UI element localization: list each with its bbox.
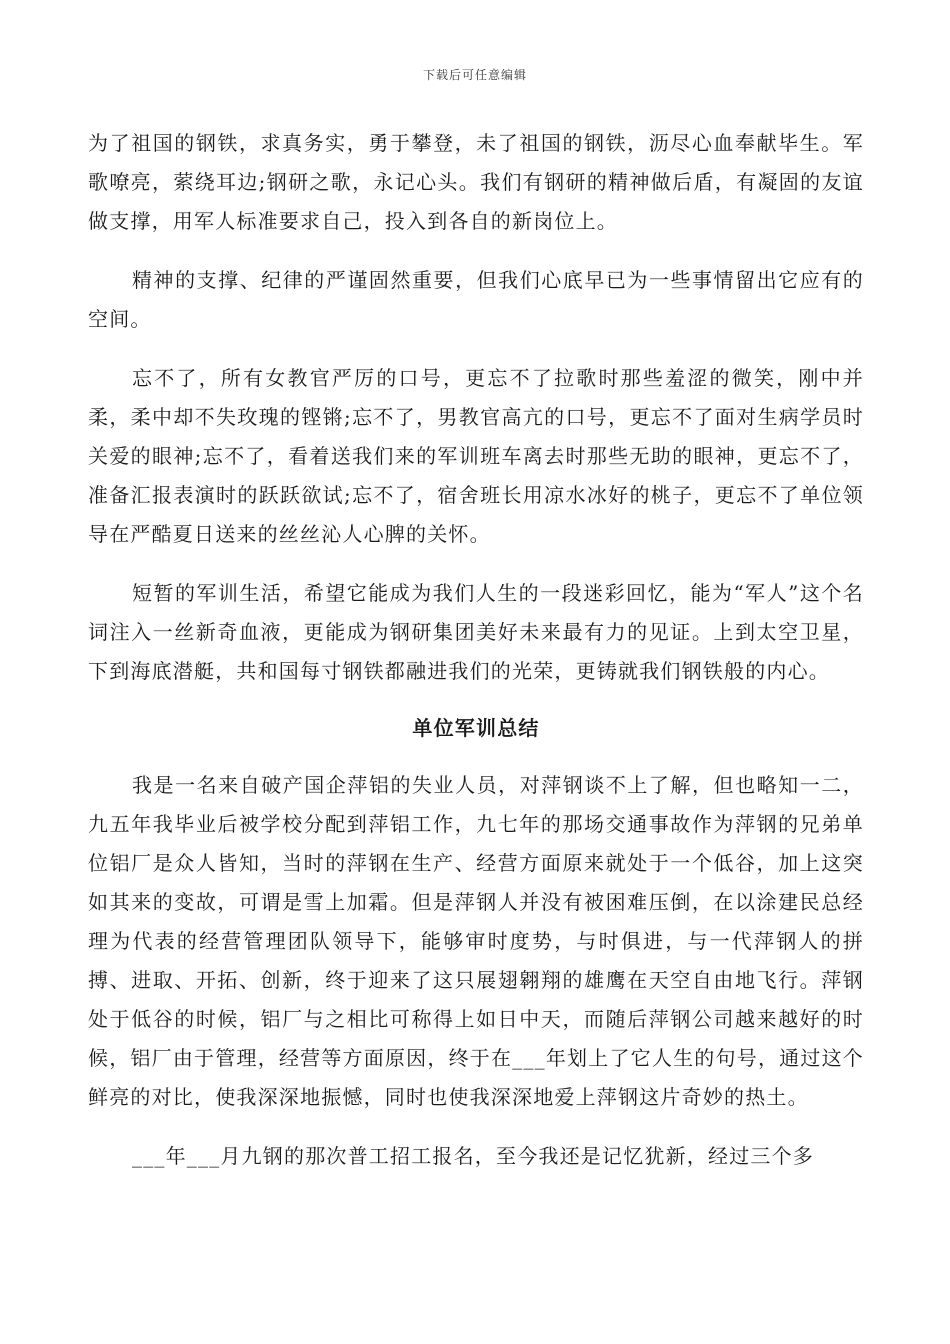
paragraph-continued: 为了祖国的钢铁，求真务实，勇于攀登，未了祖国的钢铁，沥尽心血奉献毕生。军歌嘹亮，萦绕耳边;钢研之歌，永记心头。我们有钢研的精神做后盾，有凝固的友谊做支撑，用军人标准要求自己，投入到各自的新岗位上。 — [88, 131, 864, 233]
section-title: 单位军训总结 — [412, 716, 540, 740]
document-body — [88, 124, 864, 1176]
paragraph-memories: 忘不了，所有女教官严厉的口号，更忘不了拉歌时那些羞涩的微笑，刚中并柔，柔中却不失玫瑰的铿锵;忘不了，男教官高亢的口号，更忘不了面对生病学员时关爱的眼神;忘不了，看着送我们来的军训班车离去时那些无助的眼神，更忘不了，准备汇报表演时的跃跃欲试;忘不了，宿舍班长用凉水冰好的桃子，更忘不了单位领导在严酷夏日送来的丝丝沁人心脾的关怀。 — [88, 366, 864, 546]
paragraph-reflection: 短暂的军训生活，希望它能成为我们人生的一段迷彩回忆，能为“军人”这个名词注入一丝新奇血液，更能成为钢研集团美好未来最有力的见证。上到太空卫星，下到海底潜艇，共和国每寸钢铁都融进我们的光荣，更铸就我们钢铁般的内心。 — [88, 581, 864, 683]
page-header-note: 下载后可任意编辑 — [422, 68, 527, 82]
paragraph-recruitment: ___年___月九钢的那次普工招工报名，至今我还是记忆犹新，经过三个多 — [132, 1144, 814, 1168]
paragraph-intro: 我是一名来自破产国企萍铝的失业人员，对萍钢谈不上了解，但也略知一二，九五年我毕业后被学校分配到萍铝工作，九七年的那场交通事故作为萍钢的兄弟单位铝厂是众人皆知，当时的萍钢在生产、经营方面原来就处于一个低谷，加上这突如其来的变故，可谓是雪上加霜。但是萍钢人并没有被困难压倒，在以涂建民总经理为代表的经营管理团队领导下，能够审时度势，与时俱进，与一代萍钢人的拼搏、进取、开拓、创新，终于迎来了这只展翅翱翔的雄鹰在天空自由地飞行。萍钢处于低谷的时候，铝厂与之相比可称得上如日中天，而随后萍钢公司越来越好的时候，铝厂由于管理，经营等方面原因，终于在___年划上了它人生的句号，通过这个鲜亮的对比，使我深深地振憾，同时也使我深深地爱上萍钢这片奇妙的热土。 — [88, 773, 864, 1109]
paragraph-spirit: 精神的支撑、纪律的严谨固然重要，但我们心底早已为一些事情留出它应有的空间。 — [88, 268, 864, 331]
